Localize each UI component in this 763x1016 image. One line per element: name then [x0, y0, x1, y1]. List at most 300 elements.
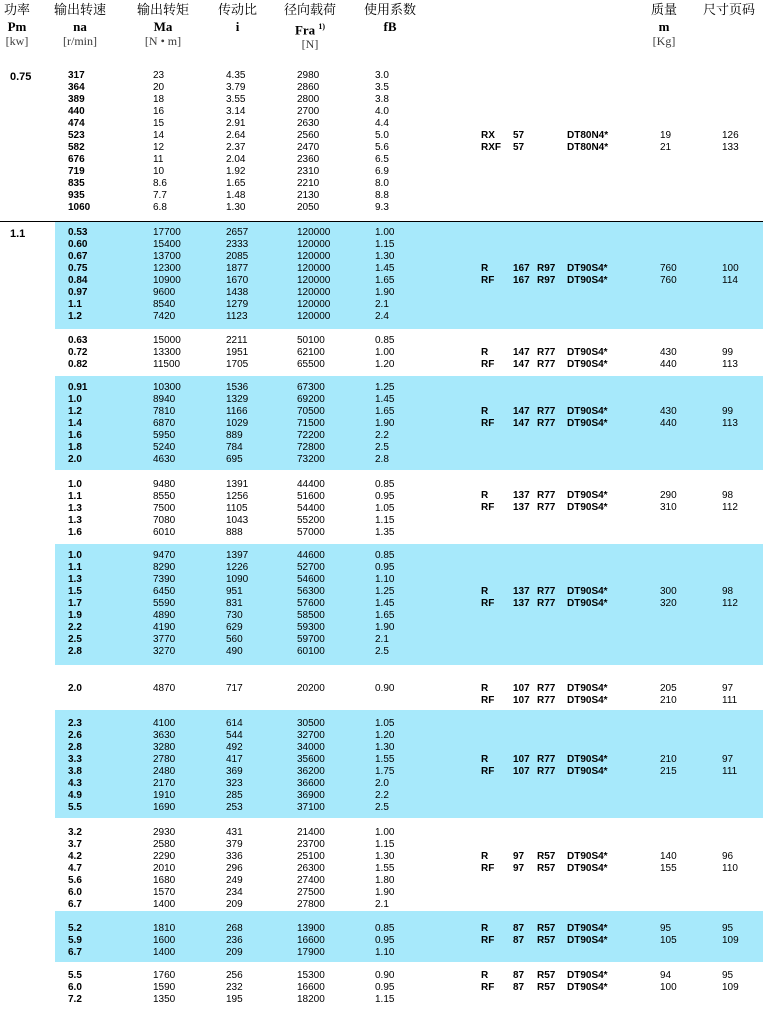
cell-gear-size-column	[513, 754, 530, 778]
cell-mass: 300	[660, 586, 677, 597]
cell-torque: 6870	[153, 418, 176, 429]
cell-reducer: R77	[537, 754, 556, 765]
cell-ratio: 888	[226, 527, 243, 538]
cell-service-factor: 2.5	[375, 442, 389, 453]
cell-service-factor: 1.90	[375, 418, 395, 429]
cell-service-factor: 1.65	[375, 610, 395, 621]
cell-radial-load: 120000	[297, 299, 331, 310]
cell-gear-type: R	[481, 490, 489, 501]
cell-speed: 0.63	[68, 335, 88, 346]
cell-speed: 2.0	[68, 454, 82, 465]
cell-speed: 1.9	[68, 610, 82, 621]
cell-speed: 4.7	[68, 863, 82, 874]
cell-page: 109	[722, 935, 739, 946]
cell-mass: 95	[660, 923, 672, 934]
cell-speed: 523	[68, 130, 85, 141]
cell-torque: 8290	[153, 562, 176, 573]
header-factor-sym: fB	[383, 19, 397, 34]
cell-gear-type: RF	[481, 863, 495, 874]
header-speed	[54, 3, 106, 48]
cell-gear-type-column	[481, 970, 494, 994]
cell-torque-column	[153, 479, 175, 539]
cell-mass: 320	[660, 598, 677, 609]
cell-speed: 6.7	[68, 899, 82, 910]
cell-torque: 5590	[153, 598, 176, 609]
cell-reducer: R77	[537, 766, 556, 777]
cell-speed: 4.2	[68, 851, 82, 862]
cell-motor: DT90S4*	[567, 406, 608, 417]
cell-ratio-column	[226, 382, 248, 466]
cell-radial-load: 69200	[297, 394, 325, 405]
header-power-unit: [kw]	[5, 34, 29, 48]
cell-radial-load: 16600	[297, 982, 325, 993]
cell-torque: 8940	[153, 394, 176, 405]
cell-torque: 12300	[153, 263, 181, 274]
cell-service-factor: 1.25	[375, 382, 395, 393]
cell-mass-column	[660, 923, 677, 947]
cell-gear-type: RF	[481, 982, 495, 993]
cell-ratio: 492	[226, 742, 243, 753]
cell-radial-load: 2360	[297, 154, 320, 165]
cell-service-factor: 0.95	[375, 982, 395, 993]
cell-service-factor-column	[375, 479, 394, 539]
cell-torque: 7080	[153, 515, 176, 526]
cell-radial-load: 2050	[297, 202, 320, 213]
cell-ratio: 379	[226, 839, 243, 850]
cell-service-factor: 2.2	[375, 430, 389, 441]
cell-gear-size: 147	[513, 418, 530, 429]
cell-speed: 364	[68, 82, 85, 93]
cell-radial-load: 27500	[297, 887, 325, 898]
cell-motor: DT90S4*	[567, 598, 608, 609]
cell-ratio: 3.14	[226, 106, 246, 117]
cell-ratio-column	[226, 479, 248, 539]
cell-torque: 10900	[153, 275, 181, 286]
cell-torque: 14	[153, 130, 165, 141]
cell-service-factor: 1.90	[375, 287, 395, 298]
cell-torque: 15	[153, 118, 165, 129]
cell-radial-load: 120000	[297, 287, 331, 298]
cell-mass: 290	[660, 490, 677, 501]
cell-speed: 1.6	[68, 527, 82, 538]
cell-service-factor: 1.45	[375, 394, 395, 405]
cell-speed: 1.3	[68, 574, 82, 585]
cell-service-factor: 0.85	[375, 923, 395, 934]
cell-torque: 13300	[153, 347, 181, 358]
cell-torque: 2780	[153, 754, 176, 765]
cell-ratio: 490	[226, 646, 243, 657]
cell-radial-load: 15300	[297, 970, 325, 981]
cell-service-factor: 1.00	[375, 347, 395, 358]
header-speed-cn: 输出转速	[54, 3, 107, 18]
header-page	[703, 3, 755, 19]
cell-ratio: 285	[226, 790, 243, 801]
cell-radial-load: 57000	[297, 527, 325, 538]
cell-torque: 1910	[153, 790, 176, 801]
cell-ratio-column	[226, 683, 243, 695]
cell-speed: 676	[68, 154, 85, 165]
cell-radial-load: 20200	[297, 683, 325, 694]
cell-ratio: 2657	[226, 227, 249, 238]
cell-speed: 1.2	[68, 406, 82, 417]
cell-speed-column	[68, 683, 82, 695]
cell-mass: 430	[660, 347, 677, 358]
cell-radial-load: 13900	[297, 923, 325, 934]
cell-motor-column	[567, 923, 608, 947]
cell-page-column	[722, 683, 737, 707]
header-factor	[364, 3, 416, 34]
header-ratio-cn: 传动比	[218, 3, 258, 18]
cell-ratio: 234	[226, 887, 243, 898]
cell-speed: 6.7	[68, 947, 82, 958]
cell-speed: 1.5	[68, 586, 82, 597]
cell-service-factor: 0.90	[375, 970, 395, 981]
cell-ratio: 1090	[226, 574, 249, 585]
cell-motor: DT90S4*	[567, 263, 608, 274]
cell-ratio: 336	[226, 851, 243, 862]
cell-ratio: 256	[226, 970, 243, 981]
cell-service-factor: 1.20	[375, 359, 395, 370]
cell-service-factor: 8.8	[375, 190, 389, 201]
cell-mass: 94	[660, 970, 672, 981]
header-radial-sym-text: Fra	[294, 22, 316, 38]
cell-torque: 7810	[153, 406, 176, 417]
cell-service-factor: 1.25	[375, 586, 395, 597]
cell-service-factor: 2.2	[375, 790, 389, 801]
cell-ratio: 1391	[226, 479, 249, 490]
cell-motor: DT90S4*	[567, 359, 608, 370]
cell-mass-column	[660, 970, 677, 994]
cell-torque: 17700	[153, 227, 181, 238]
cell-gear-size: 107	[513, 766, 530, 777]
cell-service-factor-column	[375, 718, 394, 814]
cell-ratio: 268	[226, 923, 243, 934]
header-factor-cn: 使用系数	[364, 3, 417, 18]
cell-speed: 5.2	[68, 923, 82, 934]
cell-service-factor: 1.75	[375, 766, 395, 777]
cell-ratio-column	[226, 923, 243, 959]
cell-radial-load-column	[297, 827, 325, 911]
cell-ratio: 3.55	[226, 94, 246, 105]
cell-page: 112	[722, 502, 738, 513]
cell-ratio-column	[226, 335, 248, 371]
cell-mass-column	[660, 586, 677, 610]
cell-ratio: 1166	[226, 406, 248, 417]
cell-speed: 2.3	[68, 718, 82, 729]
cell-service-factor: 2.4	[375, 311, 389, 322]
cell-ratio: 1705	[226, 359, 249, 370]
cell-torque: 4190	[153, 622, 176, 633]
cell-radial-load: 44600	[297, 550, 325, 561]
cell-service-factor: 1.35	[375, 527, 395, 538]
cell-speed: 1.3	[68, 503, 82, 514]
cell-ratio: 1.92	[226, 166, 246, 177]
cell-mass: 215	[660, 766, 677, 777]
cell-speed-column	[68, 479, 82, 539]
cell-gear-size-column	[513, 490, 530, 514]
cell-page: 109	[722, 982, 739, 993]
cell-radial-load: 36900	[297, 790, 325, 801]
header-power	[4, 3, 30, 48]
cell-service-factor: 2.5	[375, 802, 389, 813]
cell-page: 96	[722, 851, 734, 862]
cell-speed: 6.0	[68, 887, 82, 898]
cell-service-factor-column	[375, 683, 394, 695]
cell-torque: 3630	[153, 730, 176, 741]
cell-speed: 1.3	[68, 515, 82, 526]
cell-ratio: 1226	[226, 562, 249, 573]
cell-reducer: R77	[537, 418, 556, 429]
header-torque	[137, 3, 189, 48]
cell-torque-column	[153, 827, 175, 911]
cell-radial-load: 120000	[297, 227, 331, 238]
cell-ratio: 1951	[226, 347, 249, 358]
cell-torque: 2930	[153, 827, 176, 838]
cell-gear-size: 57	[513, 130, 525, 141]
cell-service-factor: 5.6	[375, 142, 389, 153]
cell-gear-type: RF	[481, 766, 495, 777]
cell-page: 133	[722, 142, 739, 153]
cell-service-factor: 1.80	[375, 875, 395, 886]
cell-speed: 1.2	[68, 311, 82, 322]
cell-motor: DT90S4*	[567, 347, 608, 358]
cell-gear-size: 57	[513, 142, 525, 153]
cell-reducer-column	[537, 970, 555, 994]
cell-service-factor: 1.30	[375, 851, 395, 862]
cell-ratio: 1043	[226, 515, 249, 526]
cell-radial-load: 57600	[297, 598, 325, 609]
cell-page: 97	[722, 683, 734, 694]
cell-torque: 3770	[153, 634, 176, 645]
cell-speed: 0.97	[68, 287, 88, 298]
cell-gear-size: 147	[513, 347, 530, 358]
cell-speed: 7.2	[68, 994, 82, 1005]
cell-service-factor: 2.1	[375, 299, 389, 310]
cell-service-factor: 0.95	[375, 491, 395, 502]
cell-service-factor: 2.1	[375, 634, 389, 645]
cell-reducer: R57	[537, 923, 556, 934]
cell-torque: 2580	[153, 839, 176, 850]
cell-gear-size: 147	[513, 406, 530, 417]
cell-service-factor: 1.90	[375, 622, 395, 633]
cell-service-factor: 2.1	[375, 899, 389, 910]
cell-service-factor: 1.90	[375, 887, 395, 898]
cell-gear-type-column	[481, 586, 494, 610]
cell-torque: 1400	[153, 899, 176, 910]
cell-radial-load: 72200	[297, 430, 325, 441]
cell-service-factor: 1.30	[375, 742, 395, 753]
cell-torque: 1680	[153, 875, 176, 886]
cell-reducer: R77	[537, 502, 556, 513]
cell-gear-size: 97	[513, 851, 525, 862]
cell-reducer: R77	[537, 683, 556, 694]
cell-page-column	[722, 406, 738, 430]
table-header	[0, 0, 763, 60]
cell-page: 99	[722, 347, 734, 358]
cell-service-factor: 1.15	[375, 839, 395, 850]
cell-radial-load: 26300	[297, 863, 325, 874]
cell-radial-load: 59300	[297, 622, 325, 633]
cell-radial-load: 120000	[297, 311, 331, 322]
cell-service-factor: 0.95	[375, 935, 395, 946]
cell-ratio: 544	[226, 730, 243, 741]
cell-service-factor: 0.85	[375, 335, 395, 346]
cell-service-factor: 1.10	[375, 574, 395, 585]
cell-page: 99	[722, 406, 734, 417]
cell-radial-load: 70500	[297, 406, 325, 417]
cell-motor-column	[567, 754, 608, 778]
cell-speed: 1.0	[68, 394, 82, 405]
cell-gear-size-column	[513, 263, 530, 287]
header-mass	[651, 3, 677, 48]
cell-reducer-column	[537, 263, 555, 287]
cell-gear-type-column	[481, 130, 501, 154]
cell-radial-load: 34000	[297, 742, 325, 753]
cell-motor: DT90S4*	[567, 490, 608, 501]
cell-gear-type: RF	[481, 935, 495, 946]
header-speed-unit: [r/min]	[63, 34, 97, 48]
cell-service-factor: 8.0	[375, 178, 389, 189]
cell-page: 98	[722, 490, 734, 501]
cell-service-factor: 0.85	[375, 550, 395, 561]
cell-service-factor: 0.90	[375, 683, 395, 694]
cell-speed-column	[68, 923, 82, 959]
cell-speed: 1.0	[68, 479, 82, 490]
cell-gear-size: 87	[513, 982, 525, 993]
cell-page: 95	[722, 970, 734, 981]
cell-speed: 1.1	[68, 562, 82, 573]
cell-gear-size: 107	[513, 754, 530, 765]
cell-service-factor: 1.15	[375, 515, 395, 526]
cell-torque: 9470	[153, 550, 176, 561]
cell-radial-load: 120000	[297, 239, 331, 250]
cell-radial-load: 32700	[297, 730, 325, 741]
cell-torque: 2480	[153, 766, 176, 777]
cell-mass: 210	[660, 754, 677, 765]
cell-radial-load: 23700	[297, 839, 325, 850]
cell-page: 95	[722, 923, 734, 934]
cell-ratio: 951	[226, 586, 243, 597]
cell-service-factor: 1.00	[375, 827, 395, 838]
cell-page: 97	[722, 754, 734, 765]
cell-ratio-column	[226, 550, 248, 658]
cell-torque: 1590	[153, 982, 176, 993]
cell-speed: 3.3	[68, 754, 82, 765]
cell-mass: 155	[660, 863, 677, 874]
cell-service-factor: 1.10	[375, 947, 395, 958]
cell-ratio: 1670	[226, 275, 249, 286]
cell-torque-column	[153, 70, 167, 214]
cell-torque: 3270	[153, 646, 176, 657]
cell-motor: DT90S4*	[567, 766, 608, 777]
cell-gear-type: RF	[481, 275, 495, 286]
cell-service-factor-column	[375, 382, 394, 466]
header-torque-sym: Ma	[153, 19, 173, 34]
cell-gear-type-column	[481, 754, 494, 778]
cell-motor: DT80N4*	[567, 130, 609, 141]
cell-ratio: 236	[226, 935, 243, 946]
header-mass-sym: m	[658, 19, 670, 34]
header-power-cn: 功率	[4, 3, 31, 18]
cell-gear-type: R	[481, 263, 489, 274]
cell-service-factor: 5.0	[375, 130, 389, 141]
cell-gear-size: 147	[513, 359, 530, 370]
cell-ratio: 431	[226, 827, 243, 838]
cell-gear-type: R	[481, 586, 489, 597]
cell-radial-load: 55200	[297, 515, 325, 526]
header-speed-sym: na	[73, 19, 87, 34]
cell-service-factor-column	[375, 335, 394, 371]
cell-torque: 6010	[153, 527, 176, 538]
cell-ratio: 2.64	[226, 130, 246, 141]
cell-ratio: 784	[226, 442, 243, 453]
cell-gear-size: 137	[513, 490, 530, 501]
cell-radial-load: 54400	[297, 503, 325, 514]
cell-torque: 10300	[153, 382, 181, 393]
cell-motor: DT90S4*	[567, 935, 608, 946]
cell-mass: 140	[660, 851, 677, 862]
cell-mass-column	[660, 263, 677, 287]
cell-ratio: 1.48	[226, 190, 246, 201]
cell-reducer: R77	[537, 586, 556, 597]
cell-radial-load: 36600	[297, 778, 325, 789]
cell-radial-load: 2130	[297, 190, 320, 201]
cell-service-factor-column	[375, 923, 394, 959]
cell-page: 113	[722, 418, 738, 429]
cell-motor-column	[567, 683, 608, 707]
cell-radial-load: 2800	[297, 94, 320, 105]
header-torque-cn: 输出转矩	[137, 3, 190, 18]
cell-mass: 430	[660, 406, 677, 417]
cell-gear-type-column	[481, 490, 494, 514]
cell-speed: 5.9	[68, 935, 82, 946]
cell-motor: DT90S4*	[567, 982, 608, 993]
cell-torque: 7500	[153, 503, 176, 514]
cell-ratio: 1256	[226, 491, 249, 502]
cell-gear-type: R	[481, 754, 489, 765]
cell-speed: 5.5	[68, 802, 82, 813]
cell-speed: 719	[68, 166, 85, 177]
cell-torque: 8550	[153, 491, 176, 502]
cell-service-factor: 3.8	[375, 94, 389, 105]
cell-page: 114	[722, 275, 738, 286]
cell-ratio: 195	[226, 994, 243, 1005]
cell-mass: 310	[660, 502, 677, 513]
cell-torque: 2170	[153, 778, 176, 789]
cell-torque: 1810	[153, 923, 176, 934]
cell-mass: 100	[660, 982, 677, 993]
cell-service-factor: 0.95	[375, 562, 395, 573]
cell-torque-column	[153, 335, 181, 371]
cell-radial-load: 2210	[297, 178, 320, 189]
cell-mass: 440	[660, 359, 677, 370]
header-radial-cn: 径向载荷	[284, 3, 337, 18]
cell-torque: 6450	[153, 586, 176, 597]
cell-torque: 4890	[153, 610, 176, 621]
cell-radial-load: 2860	[297, 82, 320, 93]
cell-torque: 12	[153, 142, 165, 153]
cell-page-column	[722, 923, 739, 947]
cell-speed: 0.53	[68, 227, 88, 238]
cell-gear-size: 97	[513, 863, 525, 874]
cell-service-factor: 2.8	[375, 454, 389, 465]
cell-torque-column	[153, 550, 175, 658]
cell-motor: DT90S4*	[567, 695, 608, 706]
cell-gear-size-column	[513, 130, 524, 154]
cell-radial-load: 25100	[297, 851, 325, 862]
cell-page-column	[722, 347, 738, 371]
cell-service-factor: 1.15	[375, 994, 395, 1005]
